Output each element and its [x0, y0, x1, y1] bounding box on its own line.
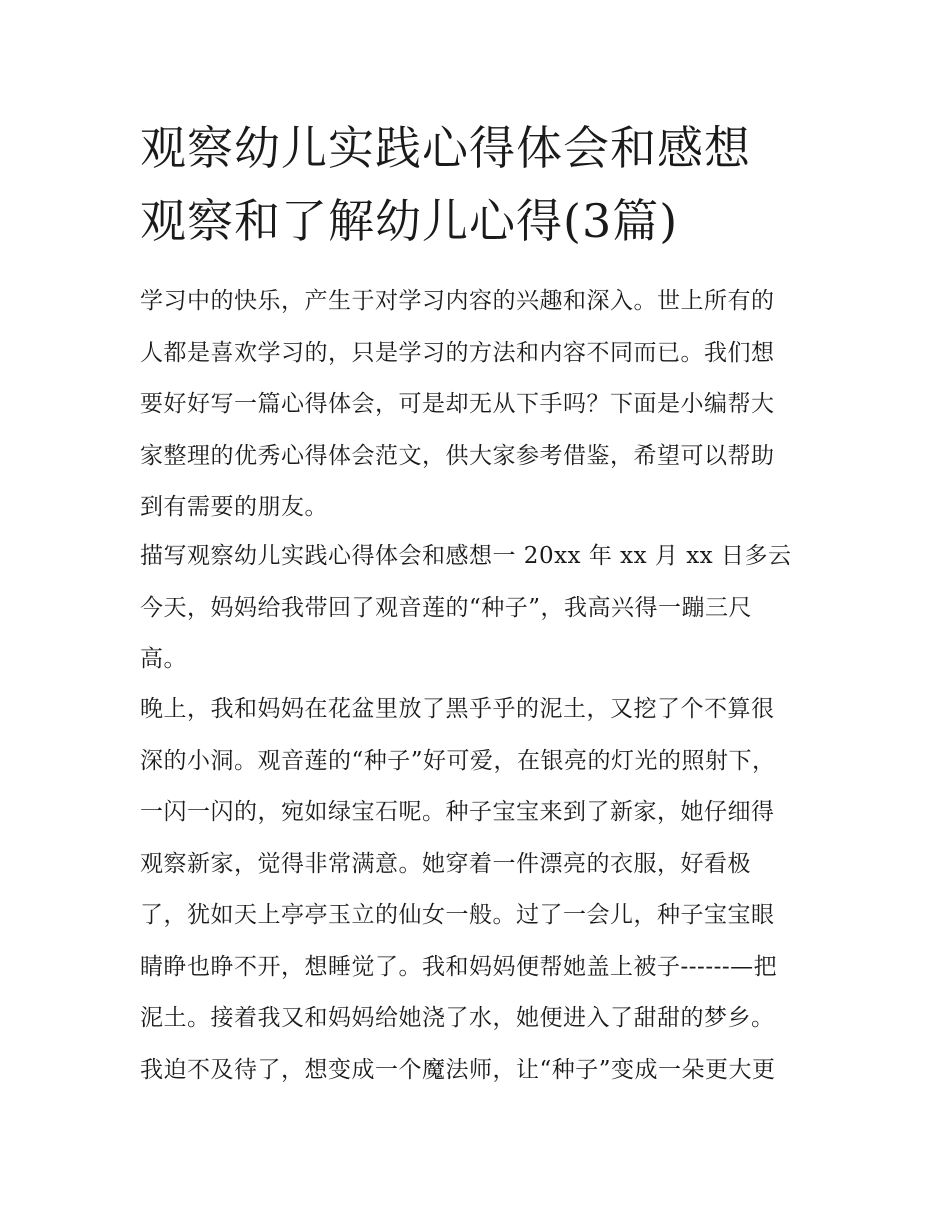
story-line: 我迫不及待了，想变成一个魔法师，让“种子”变成一朵更大更: [140, 1056, 776, 1083]
story-line: 深的小洞。观音莲的“种子”好可爱，在银亮的灯光的照射下，: [140, 747, 776, 774]
intro-line: 人都是喜欢学习的，只是学习的方法和内容不同而已。我们想: [140, 339, 775, 366]
story-line: 一闪一闪的，宛如绿宝石呢。种子宝宝来到了新家，她仔细得: [140, 799, 775, 825]
story-line: 泥土。接着我又和妈妈给她浇了水，她便进入了甜甜的梦乡。: [140, 1005, 775, 1031]
story-paragraph: [140, 684, 820, 1096]
intro-line: 家整理的优秀心得体会范文，供大家参考借鉴，希望可以帮助: [140, 442, 775, 469]
entry-line: 高。: [140, 646, 187, 672]
title-line-2: 观察和了解幼儿心得(3篇): [140, 194, 679, 248]
story-line: 睛睁也睁不开，想睡觉了。我和妈妈便帮她盖上被子------—把: [140, 953, 778, 980]
intro-line: 到有需要的朋友。: [140, 494, 328, 520]
document-title: [140, 112, 840, 258]
story-line: 了，犹如天上亭亭玉立的仙女一般。过了一会儿，种子宝宝眼: [140, 902, 775, 928]
story-line: 观察新家，觉得非常满意。她穿着一件漂亮的衣服，好看极: [140, 850, 751, 877]
entry-paragraph: [140, 531, 820, 686]
intro-paragraph: [140, 276, 820, 534]
entry-line: 描写观察幼儿实践心得体会和感想一 20xx 年 xx 月 xx 日多云: [140, 543, 792, 569]
title-line-1: 观察幼儿实践心得体会和感想: [140, 121, 751, 175]
story-line: 晚上，我和妈妈在花盆里放了黑乎乎的泥土，又挖了个不算很: [140, 696, 775, 722]
entry-line: 今天，妈妈给我带回了观音莲的“种子”，我高兴得一蹦三尺: [140, 594, 753, 621]
intro-line: 要好好写一篇心得体会，可是却无从下手吗？下面是小编帮大: [140, 391, 775, 417]
intro-line: 学习中的快乐，产生于对学习内容的兴趣和深入。世上所有的: [140, 288, 775, 314]
